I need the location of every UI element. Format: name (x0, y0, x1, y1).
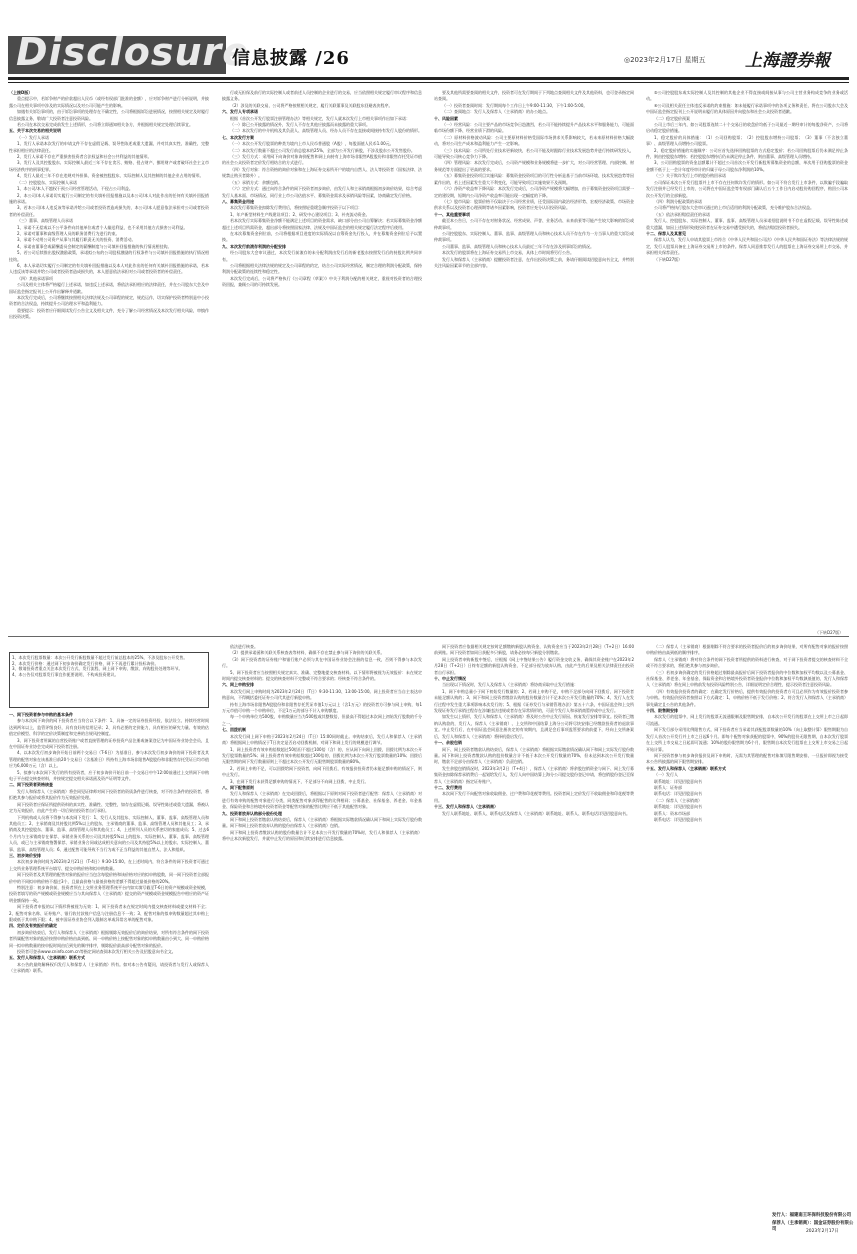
paragraph: 发行人和保荐人（主承销商）将会同见证律师对网下投资者的资质条件进行核查，对不符合条件的投资者，将拒绝其参与报价或将其报价作为无效报价处理。 (9, 788, 209, 801)
paragraph: 发行人联系地址、联系人、联系电话及保荐人（主承销商）联系地址、联系人、联系电话详见招股意向书。 (442, 810, 630, 816)
lower-column-3 (434, 644, 634, 1242)
paragraph: 经公司股东大会审议通过，本次发行前滚存的未分配利润由发行后的新老股东按照发行后的持股比例共同享有。 (222, 250, 422, 262)
section-heading: 六、发行人专项承诺 (222, 109, 258, 115)
paragraph: （七）股市风险：股票价格不仅取决于公司经营业绩，还受国际国内政治经济形势、宏观经济政策、市场资金供求关系以及投资者心理预期等诸多因素影响，投资者应充分认识投资风险。 (434, 198, 634, 211)
paragraph: 发行人、控股股东、实际控制人、董事、监事、高级管理人员承诺招股说明书不存在虚假记载、误导性陈述或重大遗漏，如因上述情形致使投资者在证券交易中遭受损失的，将依法赔偿投资者损失。 (646, 218, 848, 230)
paragraph: （二）保荐人（主承销商）根据剔除不符合要求的投资者报价后的初步询价结果，对所有配售对象的报价按照申购价格由高到低的顺序排序。 (646, 644, 848, 656)
paragraph: 重点提示中，若诉争财产的价款超出人民币（或经有权部门批准的金额），应对诉争财产进行分析说明，并披露公司在相关事项中涉及的实际情况以及对公司可能产生的影响。 (9, 96, 209, 108)
section-heading: 四、定价及有效报价的确定 (9, 923, 57, 929)
paragraph: 联系电话：详见招股意向书 (654, 791, 702, 797)
paragraph: 截至本公告日，公司不存在对财务状况、经营成果、声誉、业务活动、未来前景等可能产生较大影响的诉讼或仲裁事项。 (434, 218, 634, 230)
paragraph: 1、承诺不无偿或以不公平条件向其他单位或者个人输送利益，也不采用其他方式损害公司利益。 (17, 224, 188, 230)
header-rule-thick (8, 77, 849, 80)
paragraph: 投资者可登录www.cninfo.com.cn等指定网站查阅本次发行相关公告及招股意向书全文。 (17, 949, 176, 955)
section-heading: 一、网下投资者参与申购的基本条件 (9, 712, 73, 717)
section-heading: 十、风险因素 (434, 115, 458, 121)
paragraph: 如发生以上情形，发行人和保荐人（主承销商）将及时公告中止发行原因、恢复发行安排等事宜。投资者已缴纳认购款的，发行人、保荐人（主承销商）、上交所和中国结算上海分公司将尽快安排已经缴款投资者的退款事宜。中止发行后，在中国证监会同意注册决定的有效期内，且满足会后事项监管要求的前提下，经向上交所备案后，发行人和保荐人（主承销商）将择机重启发行。 (434, 714, 634, 739)
paragraph: 1、发行人承诺本次发行的申请文件不存在虚假记载、误导性陈述或重大遗漏，并对其真实性、准确性、完整性承担相应的法律责任。 (9, 141, 209, 153)
paragraph: 本次发行完成后，公司将继续按照相关法律法规及公司章程的规定，规范运作，切实保护投资者特别是中小投资者的合法权益，持续提升公司治理水平和盈利能力。 (9, 295, 209, 307)
paragraph: 参与本次网下询价的网下投资者应当符合以下条件：1、具备一定的证券投资经验，依法设立、持续经营时间达到两年以上，监管评级良好，具有良好的信用记录；2、具有必要的定价能力，具有相应的研究力量、有效的估值定价模型、科学的定价决策制度和完善的合规风控制度。 (9, 718, 209, 737)
paragraph: （四）其他承诺事项 (17, 275, 53, 281)
paragraph: （四）管理风险：本次发行完成后，公司资产规模和业务规模将进一步扩大，对公司经营管理、内部控制、财务规范等方面提出了更高的要求。 (434, 160, 634, 172)
paragraph: 3、若本公司/本人违反该等承诺并给公司或者投资者造成损失的，本公司/本人愿意依法承担对公司或者投资者的补偿责任。 (9, 205, 209, 217)
paragraph: （一）投资者查阅时间：发行期间每个工作日上午9:00-11:30，下午1:00-5:00。 (442, 102, 588, 108)
paragraph: 联系电话：详见招股意向书 (654, 816, 702, 822)
paragraph: 发行人和保荐人（主承销商）提醒投资者注意，在作出投资决策之前，务请仔细阅读招股意向书全文，并特别关注风险因素章节的全部内容。 (434, 256, 634, 268)
paragraph: 发生余股包销情况时，2023年3月2日（T+4日），保荐人（主承销商）将余股包销资金与网下、网上发行募集资金扣除保荐承销费后一起划给发行人，发行人向中国结算上海分公司提交股份登记申请，将包销股份登记至保荐人（主承销商）指定证券账户。 (434, 765, 634, 784)
paragraph: （2）提供承诺函和关联关系核查表等材料，确保不存在禁止参与网下询价的关联关系。 (230, 650, 385, 656)
paragraph: 保荐人（主承销商）将对符合条件的网下投资者所提供的资料进行核查，对于网下投资者提交的核查材料不全或不符合要求的，将拒绝其参与初步询价。 (646, 656, 848, 669)
paragraph: （六）定价方式：通过向符合条件的网下投资者初步询价，由发行人和主承销商根据初步询价结果，综合考虑发行人基本面、市场情况、同行业上市公司估值水平、募集资金需求及承销风险等因素，协商确定发行价格。 (222, 186, 422, 198)
upper-column-4 (646, 90, 848, 628)
notice-line: 2、本次发行价格：通过网下初步询价确定发行价格，网下不再进行累计投标询价。 (12, 660, 159, 666)
paragraph: 初步询价结束后，发行人和保荐人（主承销商）根据剔除无效报价后的询价结果，对所有符合条件的网下投资者所属配售对象的报价按照申购价格由高到低、同一申购价格上按配售对象的拟申购数量由小到大、同一申购价格同一拟申购数量的按申报时间由后到先的顺序排序，剔除报价最高部分配售对象的报价。 (9, 929, 209, 948)
important-notice-box (9, 652, 209, 708)
paragraph: （3）网下投资者的证券账户和银行账户必须与其在中国证券业协会注册的信息一致，否则不得参与本次发行。 (222, 656, 422, 669)
paragraph: 2、稳定股价措施的实施顺序：公司应首先选择回购股票的方式稳定股价；若公司回购股票后仍未满足停止条件，则由控股股东增持；若控股股东增持后仍未满足停止条件，则由董事、高级管理人员增持。 (646, 147, 848, 160)
paragraph: （2）涉及的关联交易，公司将严格按照相关规定，履行关联董事及关联股东回避表决程序。 (230, 102, 393, 108)
sponsor-signature: 保荐人（主承销商）：国金证券股份有限公司 (772, 1221, 854, 1232)
paragraph: 网下发行部分采用比例限售方式，网下投资者应当承诺其获配股票数量的10%（向上取整计算）限售期限为自发行人首次公开发行并上市之日起6个月。即每个配售对象获配的股票中，90%的股份无限售期，自本次发行股票在上交所上市交易之日起即可流通；10%的股份限售期为6个月，限售期自本次发行股票在上交所上市交易之日起开始计算。 (646, 727, 848, 752)
paragraph: 本次发行完成后，公司将严格执行《公司章程（草案）》中关于利润分配的相关规定，重视对投资者的合理投资回报，兼顾公司的可持续发展。 (222, 275, 422, 288)
paragraph: 本次初步询价时间为2023年2月21日（T-4日）9:30-15:00。在上述时间内，符合条件的网下投资者可通过上交所业务管理系统平台填写、提交申购价格和拟申购数量。 (9, 859, 209, 871)
paragraph: 3、承诺不动用公司资产从事与其履行职责无关的投资、消费活动。 (17, 237, 136, 243)
newspaper-brand: 上海證券報 (745, 51, 830, 71)
notice-line: 1、本次发行股票数量：本次公开发行新股数量不超过发行前总股本的25%，不涉及股东公开发售。 (12, 655, 188, 660)
paragraph: （一）发行人承诺 (17, 134, 49, 140)
signature-date: 2023年2月17日 (806, 1229, 839, 1234)
paragraph: （二）保荐人（主承销商） (654, 797, 702, 803)
paragraph: 5、网下投资者应当按照相关规定真实、准确、完整地提交核查材料。以下情形将被视为无效报价：未在规定时间内提交核查材料的；提交的核查材料不完整或不符合要求的；经核查不符合条件的。 (222, 669, 422, 682)
paragraph: 重要提示：投资者应仔细阅读发行公告全文及相关文件，充分了解公司经营情况及本次发行相关风险，审慎作出投资决策。 (9, 307, 209, 320)
paragraph: 公司及相关主体将严格履行上述承诺，如违反上述承诺，将依法承担相应的法律责任，并在公司股东大会及中国证监会指定报刊上公开作出解释并道歉。 (9, 282, 209, 294)
paragraph: 本次发行网上网下申购于2023年2月24日（T日）15:00同时截止。申购结束后，发行人和保荐人（主承销商）将根据网上申购情况于T日决定是否启动回拨机制，对网下和网上发行的规模进行调节。 (222, 733, 422, 746)
lower-column-2 (222, 644, 422, 1242)
paragraph: （五）承销方式：余额包销。 (230, 179, 282, 185)
section-heading: 八、网下配售原则 (222, 784, 254, 790)
paragraph: 行或无担保及前行的实际控制人或者前述人员控制的企业进行的交易，应当依照相关规定履行审议程序和信息披露义务。 (222, 90, 422, 102)
lower-column-4 (646, 644, 848, 1206)
masthead (0, 0, 857, 88)
paragraph: （五）依法承担赔偿责任的承诺 (654, 211, 710, 217)
paragraph: （二）本次发行数量不超过公司发行前总股本的25%，全部为公开发行新股，不涉及股东公开发售股份。 (230, 147, 415, 153)
paragraph: 2、本公司/本人承诺切实履行公司制定的有关填补回报措施以及本公司/本人对此作出的任何有关填补回报措施的承诺。 (9, 192, 209, 204)
notice-line: 3、敬请投资者重点关注本次发行方式、发行流程、网上网下申购、缴款、弃购股份处理等环节。 (12, 666, 183, 672)
paragraph: 2、发行人承诺不存在严重损害投资者合法权益和社会公共利益的其他情形。 (17, 154, 152, 160)
paragraph: 本次发行网上申购时间为2023年2月24日（T日）9:30-11:30、13:00-15:00。网上投资者应当自主表达申购意向，不得概括委托证券公司代其进行新股申购。 (222, 688, 422, 701)
section-heading: 七、本次发行方案 (222, 134, 254, 140)
paragraph: 要及其他所需要查阅的相关文件，投资者可在发行期间于下列地点查阅相关文件及其他资料，也可登录指定网站查阅。 (434, 90, 634, 102)
paragraph: （三）若初步询价确定的发行价格超过剔除最高报价后网下投资者报价的中位数和加权平均数以及公募基金、社保基金、养老金、年金基金、保险资金和合格境外投资者资金报价中位数和加权平均数孰低值的，发行人和保荐人（主承销商）将在网上申购前发布投资风险特别公告，详细说明定价合理性，提示投资者注意投资风险。 (646, 669, 848, 688)
paragraph: 5、若公司后续推出股权激励政策，承诺拟公布的公司股权激励的行权条件与公司填补回报措施的执行情况相挂钩。 (9, 250, 209, 262)
paragraph: 公司董事、监事、高级管理人员和核心技术人员最近三年不存在涉及刑事诉讼的情况。 (442, 243, 594, 249)
paragraph: （四）利润分配政策的承诺 (654, 198, 702, 204)
paragraph: 联系人：证券部 (654, 784, 682, 790)
paragraph: 本公告的最终解释权归发行人和保荐人（主承销商）所有。如对本公告有疑问，请投资者与发行人或保荐人（主承销商）联系。 (9, 961, 209, 974)
paragraph: 3、网下投资者所属的自营投资账户或者直接管理的证券投资产品注册或备案登记为中国证券业协会会员，且在中国证券业协会完成网下投资者注册。 (9, 737, 209, 750)
paragraph: 下列机构或人员将不得参与本次网下发行：1、发行人及其股东、实际控制人、董事、监事、高级管理人员和其他员工；2、主承销商及其持股比例5%以上的股东，主承销商的董事、监事、高级管理人员和其他员工；3、承销商及其控股股东、董事、监事、高级管理人员和其他员工；4、上述所列人员的关系密切的家庭成员；5、过去6个月内与主承销商存在保荐、承销业务关系的公司及其持股5%以上的股东、实际控制人、董事、监事、高级管理人员，或已与主承销商签署保荐、承销业务合同或达成相关意向的公司及其持股5%以上的股东、实际控制人、董事、监事、高级管理人员；6、通过配售可能导致不当行为或不正当利益的其他自然人、法人和组织。 (9, 814, 209, 852)
paragraph: 联系地址：详见招股意向书 (654, 804, 702, 810)
section-heading: 五、发行人和保荐人（主承销商）联系方式 (9, 955, 85, 961)
paragraph: （四）发行对象：符合资格的询价对象和在上海证券交易所开户的境内自然人、法人等投资者（国家法律、法规禁止购买者除外）。 (222, 166, 422, 179)
paragraph: 3、公司回购股票的资金总额累计不超过公司首次公开发行新股所募集资金的总额，单次用于回购股票的资金金额不低于上一会计年度经审计的归属于母公司股东净利润的10%。 (646, 160, 848, 172)
paragraph: 本次网下发行不向配售对象收取佣金、过户费和印花税等费用。投资者网上定价发行不收取佣金和印花税等费用。 (434, 791, 634, 803)
paragraph: （下转D27版） (654, 256, 683, 262)
paragraph: 网下和网上投资者缴款认购结束后，保荐人（主承销商）将根据实际缴款情况确认网下和网上实际发行股份数量。网下和网上投资者放弃认购的股份由保荐人（主承销商）包销。 (222, 816, 422, 829)
issue-date: ◎2023年2月17日 星期五 (624, 56, 706, 64)
paragraph: （三）技术风险：公司所处行业技术更新较快，若公司不能及时跟踪行业技术发展趋势并进行持续研发投入，可能导致公司核心竞争力下降。 (434, 147, 634, 160)
notice-line: 4、本公告仅对股票发行事宜作扼要说明，不构成投资建议。 (12, 671, 119, 677)
paragraph: 网下、网上投资者缴款认购结束后，保荐人（主承销商）将根据实际缴款情况确认网下和网上实际发行股份数量。网下和网上投资者缴款认购的股份数量合计不低于本次公开发行数量的70%，但未达到本次公开发行数量时，缴款不足部分由保荐人（主承销商）负责包销。 (434, 746, 634, 765)
paragraph: （二）稳定股价预案 (654, 115, 690, 121)
paragraph: （五）募集资金投资项目实施风险：募集资金投资项目的可行性分析是基于当前市场环境、技术发展趋势等因素作出的，若上述因素发生重大不利变化，可能导致项目实施效果不及预期。 (434, 173, 634, 185)
section-logo: Disclosure (16, 30, 250, 74)
paragraph: 2、承诺对董事和高级管理人员的职务消费行为进行约束。 (17, 230, 120, 236)
upper-column-1 (9, 90, 209, 628)
paragraph: 本次发行的股票中，网上发行的股票无流通限制及限售期安排，自本次公开发行的股票在上交所上市之日起即可流通。 (646, 714, 848, 726)
paragraph: （三）董事、高级管理人员承诺 (17, 218, 73, 224)
paragraph: 1、本公司/本人不越权干预公司经营管理活动，不侵占公司利益。 (17, 186, 133, 192)
paragraph: 公司上市后三年内，如公司股票连续二十个交易日的收盘价均低于公司最近一期经审计的每股净资产，公司将启动稳定股价措施。 (646, 122, 848, 134)
paragraph: 发行人和保荐人（主承销商）在完成回拨后，将根据以下原则对网下投资者进行配售：保荐人（主承销商）对进行有效申购的配售对象进行分类，同类配售对象获得配售的比例相同；公募基金、社保基金、养老金、年金基金、保险资金和合格境外投资者资金等配售对象的配售比例应不低于其他配售对象。 (222, 791, 422, 810)
paragraph: 若公司在本次交易完成前发生上述情形，公司将立即通知相关各方，并根据相关规定处理后续事宜。 (17, 122, 193, 128)
issuer-signature: 发行人：福建南王环保科技股份有限公司 (772, 1213, 852, 1218)
upper-column-3 (434, 90, 634, 628)
paragraph: （一）除已公开披露的情况外，发行人不存在其他应披露而未披露的重大事项。 (230, 122, 370, 128)
paragraph: 5、拟参与本次网下发行的所有投资者，应于初步询价开始日前一个交易日中午12:00前通过上交所网下申购电子平台提交核查材料，并按规定提交相关承诺函及资产证明等文件。 (9, 769, 209, 782)
paragraph: 3、发行人及其控股股东、实际控制人最近三年不存在贪污、贿赂、侵占财产、挪用财产或者破坏社会主义市场经济秩序的刑事犯罪。 (9, 160, 209, 172)
section-heading: 十五、发行人和保荐人（主承销商）联系方式 (646, 765, 726, 771)
paragraph: 持有上海市场非限售A股股份和非限售存托凭证市值1万元以上（含1万元）的投资者方可参与网上申购，每1万元市值可申购一个申购单位，不足1万元的部分不计入申购额度。 (222, 701, 422, 714)
paragraph: （二）查阅地点：发行人及保荐人（主承销商）的办公地点。 (442, 109, 550, 115)
paragraph: 本次发行募集资金扣除发行费用后，将按照轻重缓急顺序投资于以下项目： (230, 205, 362, 211)
paragraph: 6、本人承诺切实履行公司制定的有关填补回报措施以及本人对此作出的任何有关填补回报措施的承诺，若本人违反该等承诺并给公司或者投资者造成损失的，本人愿意依法承担对公司或者投资者的补偿责任。 (9, 262, 209, 275)
paragraph: 网下和网上投资者缴款认购的股份数量合计不足本次公开发行数量的70%时，发行人和保荐人（主承销商）将中止本次新股发行，并就中止发行的原因和后续安排进行信息披露。 (222, 829, 422, 842)
paragraph: 网下投资者应保证所提供资料的真实性、准确性、完整性，如存在虚假记载、误导性陈述或重大遗漏，将被认定为无效报价，由此产生的一切后果由投资者自行承担。 (9, 801, 209, 814)
paragraph: 网下投资者应依据相关规定按时足额缴纳新股认购资金，认购资金应当于2023年2月28日（T+2日）16:00前到账。网下投资者如同日获配多只新股，请务必按每只新股分别缴款。 (434, 644, 634, 656)
section-title: 信息披露 /26 (232, 48, 350, 69)
section-heading: 三、初步询价安排 (9, 852, 41, 858)
paragraph: 网下投资者及其管理的配售对象的报价应当包含每股价格和该价格对应的拟申购股数，同一网下投资者全部报价中的不同拟申购价格不超过3个，且最高价格与最低价格的差额不得超过最低价格的20%。 (9, 872, 209, 884)
paragraph: 1、年产新型材料生产线建设项目；2、研发中心建设项目；3、补充流动资金。 (230, 211, 370, 217)
paragraph: 1、网下申购总量小于网下初始发行数量的；2、若网上申购不足，申购不足部分向网下回拨后，网下投资者未能足额认购的；3、网下和网上投资者缴款认购的股份数量合计不足本次公开发行数量的70%；4、发行人在发行过程中发生重大事项影响本次发行的；5、根据《证券发行与承销管理办法》第五十六条，中国证监会和上交所发现证券发行承销过程存在涉嫌违法违规或者存在异常情形的，可责令发行人和承销商暂停或中止发行。 (434, 688, 634, 714)
paragraph: 依法进行核查。 (230, 644, 258, 649)
paragraph: 网下投资者参与初步询价报价及网下申购时，无需为其管理的配售对象填写限售期安排，一旦报价即视为接受本公告所披露的网下限售期安排。 (646, 752, 848, 765)
section-heading: 五、关于本次交易的相关说明 (9, 128, 61, 134)
upper-column-2 (222, 90, 422, 628)
paragraph: 根据《首次公开发行股票注册管理办法》等相关规定，发行人就本次发行上市相关事项作出如下承诺： (230, 115, 410, 121)
paragraph: 2、若网上申购不足，可以回拨给网下投资者，向网下回拨后，有效报价投资者仍未能足额申购的情况下，则中止发行。 (222, 765, 422, 778)
section-heading: 八、募集资金用途 (222, 198, 254, 204)
section-heading: 二、网下投资者资格核查 (9, 782, 53, 788)
section-heading: 十二、保荐人及其意见 (646, 230, 686, 236)
paragraph: 4、以本次发行初步询价开始日前两个交易日（T-6日）为基准日，参与本次发行初步询价的网下投资者及其管理的配售对象在该基准日前20个交易日（含基准日）所持有上海市场非限售A股股份和非限售存托凭证日均市值应为6,000万元（含）以上。 (9, 750, 209, 769)
paragraph: 特别注意：初步询价前，投资者须在上交所业务管理系统平台内如实填写截至T-6日的资产规模或资金规模，投资者填写的资产规模或资金规模应当与其向保荐人（主承销商）提交的资产规模或资金规模报告中相应的资产证明金额保持一致。 (9, 884, 209, 903)
paragraph: （三）关于欺诈发行上市的股份购回承诺 (654, 173, 726, 179)
section-heading: 十二、发行费用 (434, 784, 462, 790)
section-heading: （上接D版） (9, 90, 33, 95)
section-heading: 十一、其他重要事项 (434, 211, 470, 217)
paragraph: ⑤公司控股股东或实际控制人及其控制的其他企业不得直接或间接从事与公司主营业务构成竞争的业务或活动。 (646, 90, 848, 102)
paragraph: 公司控股股东、实际控制人、董事、监事、高级管理人员和核心技术人员不存在作为一方当事人的重大诉讼或仲裁事项。 (434, 230, 634, 243)
section-heading: 九、本次发行前滚存利润的分配安排 (222, 243, 286, 249)
paragraph: 联系地址：详见招股意向书 (654, 778, 702, 784)
paragraph: 1、网上投资者有效申购倍数超过50倍但不超过100倍（含）的，应从网下向网上回拨，回拨比例为本次公开发行股票数量的5%；网上投资者有效申购倍数超过100倍的，回拨比例为本次公开发行股票数量的10%；回拨后无限售期的网下发行数量原则上不超过本次公开发行无限售期股票数量的80%。 (222, 746, 422, 765)
paragraph: （一）本次公开发行股票的种类为境内上市人民币普通股（A股），每股面值人民币1.00元。 (230, 141, 394, 147)
paragraph: （二）本次发行的中介机构及其负责人、高级管理人员、经办人员不存在直接或间接持有发行人股份的情形。 (230, 128, 422, 134)
paragraph: 每一个申购单位为500股，申购数量应当为500股或其整数倍，但最高不得超过本次网上初始发行股数的千分之一。 (222, 714, 422, 726)
section-heading: 七、回拨机制 (222, 727, 246, 733)
paragraph: 保荐人认为，发行人申请其股票上市符合《中华人民共和国公司法》《中华人民共和国证券法》等法律法规的规定，发行人股票具备在上海证券交易所上市的条件。保荐人同意推荐发行人的股票在上海证券交易所上市交易，并承担相关保荐责任。 (646, 237, 848, 256)
header-rule-thin (8, 82, 849, 83)
section-heading: 十一、余股包销 (434, 740, 462, 746)
paragraph: 4、承诺由董事会或薪酬委员会制定的薪酬制度与公司填补回报措施的执行情况相挂钩。 (17, 243, 172, 249)
section-heading: 九、投资者放弃认购部分股份处理 (222, 810, 282, 816)
paragraph: （六）净资产收益率下降风险：本次发行完成后，公司净资产规模将大幅增加，由于募集资金投资项目需要一定的建设期，短期内公司净资产收益率可能出现一定幅度的下降。 (434, 186, 634, 198)
paragraph: 3、在网下发行未获得足额申购的情况下，不足部分不向网上回拨，中止发行。 (230, 778, 369, 784)
paragraph: 若本次发行实际募集资金净额不能满足上述项目的资金需求，缺口部分由公司自筹解决；若实际募集资金净额超过上述项目所需资金，超出部分将按照国家法律、法规及中国证监会的相关规定履行法定程序后使用。 (222, 218, 422, 230)
paragraph: 公司将根据相关法律法规的规定及公司章程的约定，结合公司实际经营情况，制定合理的利润分配政策，保持利润分配政策的连续性和稳定性。 (222, 262, 422, 275)
paragraph: 公司将严格执行股东大会审议通过的上市后适用的利润分配政策，充分维护股东合法权益。 (654, 205, 814, 211)
paragraph: （一）经营风险：公司主要产品的市场竞争日趋激烈，若公司不能持续提升产品技术水平和服务能力，可能面临市场份额下降、经营业绩下滑的风险。 (434, 122, 634, 134)
paragraph: 网上投资者申购新股中签后，应根据《网上中签结果公告》履行资金交收义务，确保其资金账户在2023年2月28日（T+2日）日终有足额的新股认购资金，不足部分视为放弃认购，由此产生的后果及相关法律责任由投资者自行承担。 (434, 656, 634, 675)
paragraph: 1、稳定股价的具体措施：（1）公司回购股票；（2）控股股东增持公司股票；（3）董事（不含独立董事）、高级管理人员增持公司股票。 (646, 134, 848, 147)
paragraph: 本次发行的股票将在上海证券交易所上市交易，具体上市时间将另行公告。 (442, 250, 574, 256)
paragraph: （四）有效报价投资者的确定：在确定发行价格后，提供有效报价的投资者方可且必须作为有效报价投资者参与申购。有效报价投资者按照以下方式确定：1、申购价格不低于发行价格；2、符合发行人和保荐人（主承销商）事先确定且公告的其他条件。 (646, 688, 848, 707)
paragraph: 4、发行人最近三年不存在违规对外担保、资金被控股股东、实际控制人及其控制的其他企业占用的情形。 (17, 173, 204, 179)
section-heading: 十、中止发行情况 (434, 676, 466, 682)
paragraph: 公司保证本次公开发行股票并上市不存在任何欺诈发行的情形。如公司不符合发行上市条件，以欺骗手段骗取发行注册并已经发行上市的，公司将在中国证监会等有权部门确认后五个工作日内启动股份购回程序，购回公司本次公开发行的全部新股。 (646, 179, 848, 198)
paragraph: （三）发行方式：采用网下向询价对象询价配售和网上向持有上海市场非限售A股股份和非限售存托凭证市值的社会公众投资者定价发行相结合的方式进行。 (222, 154, 422, 166)
paragraph: 如遇有关诉讼事项的，由于诉讼事项的处理存在不确定性，公司将根据诉讼进展情况，按照相关规定及时履行信息披露义务，敬请广大投资者注意投资风险。 (9, 109, 209, 121)
continuation-tag: （下转D27版） (815, 630, 844, 635)
paragraph: （二）控股股东、实际控制人承诺 (17, 179, 77, 185)
paragraph: ⑥公司及相关责任主体违反承诺的约束措施：如未能履行承诺事项中的各项义务和责任，将在公司股东大会及中国证监会指定报刊上公开说明未履行的具体原因并向股东和社会公众投资者道歉。 (646, 102, 848, 115)
paragraph: 联系人：资本市场部 (654, 810, 690, 816)
paragraph: 在本次募集资金到位前，公司将根据项目进度的实际情况以自筹资金先行投入，并在募集资金到位后予以置换。 (222, 230, 422, 243)
section-heading: 十三、发行人和保荐人（主承销商） (434, 804, 498, 810)
paragraph: 当出现以下情况时，发行人及保荐人（主承销商）将协商采取中止发行措施： (442, 682, 578, 688)
paragraph: 网下投资者申报的以下情形将被视为无效：1、网下投资者未在规定时间内提交核查材料或提交材料不全；2、配售对象名称、证券账户、银行收付款账户信息与注册信息不一致；3、配售对象的拟申购数量超过其申购上限或低于其申购下限；4、被中国证券业协会列入限制名单或异常名单的配售对象。 (9, 904, 209, 922)
block-separator (8, 636, 849, 637)
section-heading: 十四、限售期安排 (646, 708, 678, 714)
section-heading: 六、网上申购安排 (222, 682, 254, 688)
paragraph: （二）原材料价格波动风险：公司主要原材料价格受国际市场供求关系影响较大，若未来原材料价格大幅波动，将对公司生产成本和盈利能力产生一定影响。 (434, 134, 634, 147)
lower-column-1 (9, 712, 209, 1242)
paragraph: （一）发行人 (654, 772, 678, 778)
